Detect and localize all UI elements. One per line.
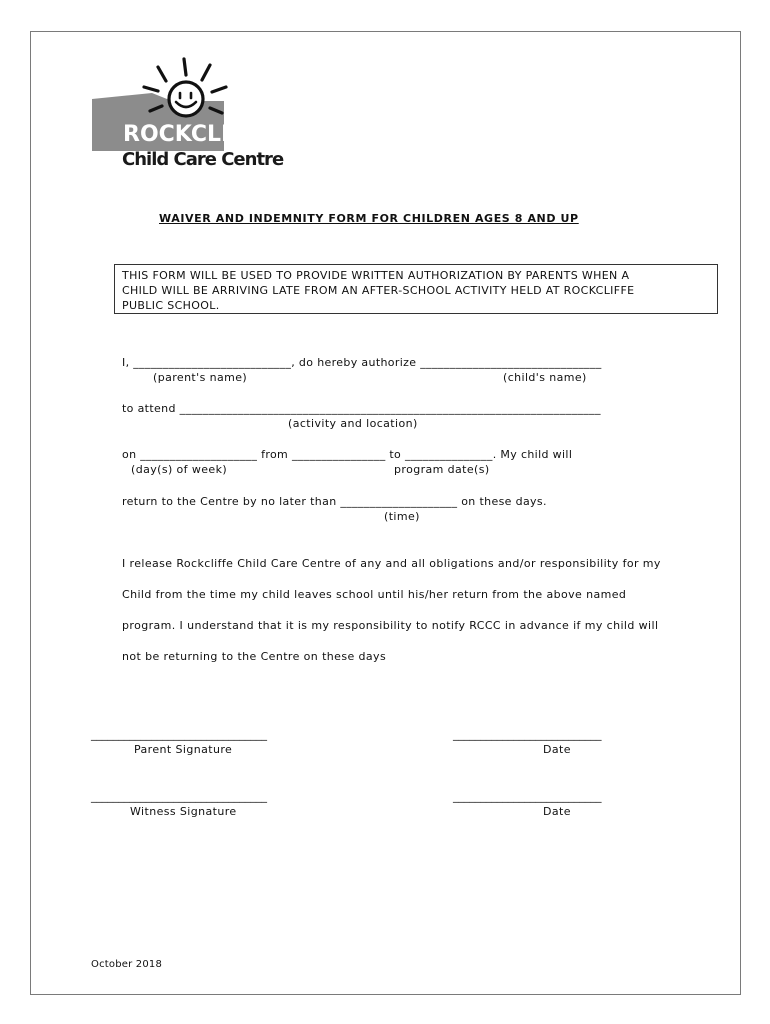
- parent-date-label: Date: [543, 743, 571, 756]
- release-text-1: I release Rockcliffe Child Care Centre of any and all obligations and/or responsibility for my: [122, 557, 661, 570]
- witness-date-line[interactable]: ___________________________: [453, 790, 602, 803]
- return-time-line[interactable]: return to the Centre by no later than ____________________ on these days.: [122, 495, 547, 508]
- witness-date-label: Date: [543, 805, 571, 818]
- witness-signature-label: Witness Signature: [130, 805, 237, 818]
- release-text-2: Child from the time my child leaves school until his/her return from the above named: [122, 588, 627, 601]
- form-title: WAIVER AND INDEMNITY FORM FOR CHILDREN AGES 8 AND UP: [159, 212, 579, 225]
- logo-wordmark: ROCKCLIFFE: [123, 122, 275, 147]
- rockcliffe-logo: [92, 53, 284, 185]
- child-name-caption: (child's name): [503, 371, 587, 384]
- notice-text: THIS FORM WILL BE USED TO PROVIDE WRITTEN AUTHORIZATION BY PARENTS WHEN A CHILD WILL BE ARRIVING LATE FROM AN AFTER-SCHOOL ACTIVITY HELD AT ROCKCLIFFE PUBLIC SCHOOL.: [122, 269, 635, 312]
- parent-name-caption: (parent's name): [153, 371, 248, 384]
- witness-signature-line[interactable]: ________________________________: [91, 790, 267, 803]
- activity-caption: (activity and location): [288, 417, 418, 430]
- authorization-line[interactable]: I, ___________________________, do hereby authorize _______________________________: [122, 356, 602, 369]
- footer-date: October 2018: [91, 959, 163, 970]
- program-dates-caption: program date(s): [394, 463, 490, 476]
- activity-line[interactable]: to attend ________________________________________________________________________: [122, 402, 601, 415]
- parent-date-line[interactable]: ___________________________: [453, 728, 602, 741]
- parent-signature-line[interactable]: ________________________________: [91, 728, 267, 741]
- form-page: [30, 31, 741, 995]
- time-caption: (time): [384, 510, 420, 523]
- release-text-4: not be returning to the Centre on these days: [122, 650, 387, 663]
- parent-signature-label: Parent Signature: [134, 743, 233, 756]
- notice-box: [114, 264, 718, 314]
- days-caption: (day(s) of week): [131, 463, 228, 476]
- days-line[interactable]: on ____________________ from ________________ to _______________. My child will: [122, 448, 573, 461]
- logo-tagline: Child Care Centre: [122, 149, 284, 170]
- release-text-3: program. I understand that it is my responsibility to notify RCCC in advance if my child will: [122, 619, 659, 632]
